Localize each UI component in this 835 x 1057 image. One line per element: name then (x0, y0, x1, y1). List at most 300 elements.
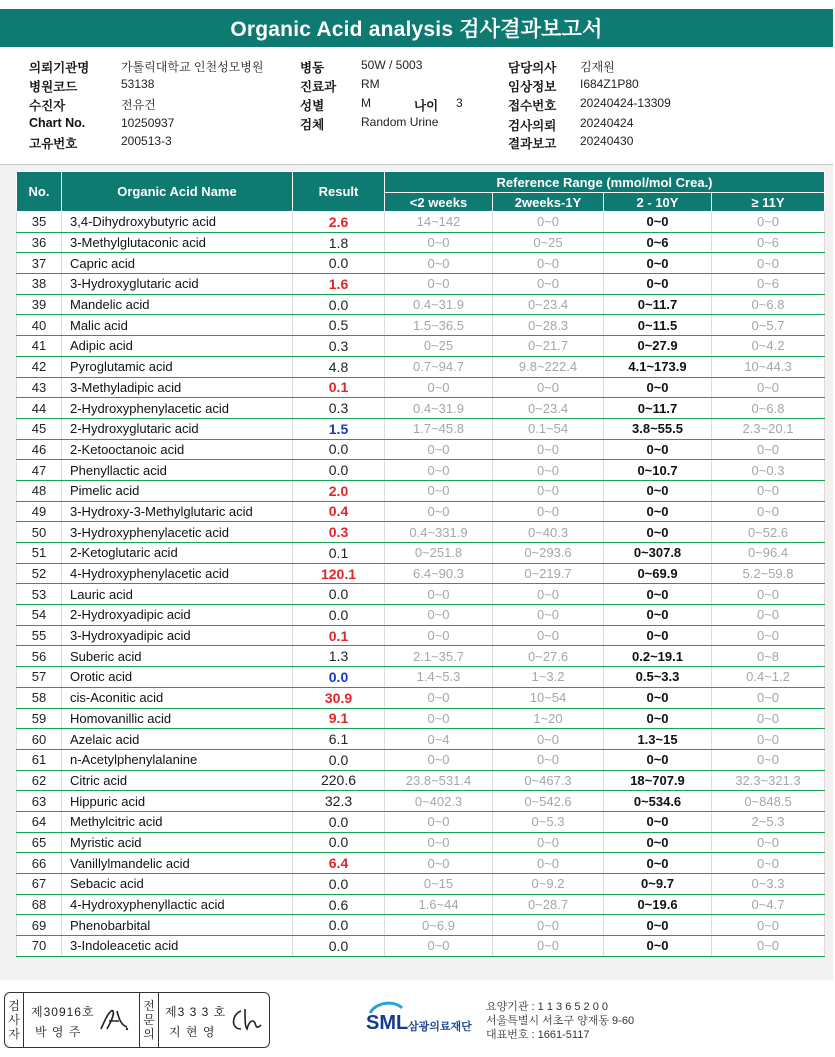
sml-logo-text: SML (366, 1012, 409, 1034)
organic-acid-name: 3-Methylglutaconic acid (62, 232, 293, 253)
result-value: 0.1 (293, 625, 385, 646)
reference-11y-plus: 0~4.2 (712, 336, 825, 357)
table-row (17, 356, 825, 377)
organic-acid-name: Adipic acid (62, 336, 293, 357)
reference-11y-plus: 0~4.7 (712, 894, 825, 915)
table-row (17, 439, 825, 460)
table-row (17, 294, 825, 315)
reference-2-10y: 4.1~173.9 (604, 356, 712, 377)
examiner-label: 검사자 (8, 999, 20, 1041)
organic-acid-name: Orotic acid (62, 667, 293, 688)
verifier-label: 전문의 (143, 999, 155, 1041)
reference-2weeks-1y: 0~0 (493, 853, 604, 874)
table-row (17, 336, 825, 357)
result-value: 6.4 (293, 853, 385, 874)
reference-2weeks-1y: 0~0 (493, 625, 604, 646)
reference-2-10y: 0~0 (604, 687, 712, 708)
reference-under-2-weeks: 0~0 (385, 274, 493, 295)
reference-2-10y: 0~0 (604, 274, 712, 295)
specimen-value: Random Urine (361, 115, 439, 129)
reference-2weeks-1y: 0~0 (493, 480, 604, 501)
result-value: 6.1 (293, 729, 385, 750)
reference-2weeks-1y: 0~0 (493, 274, 604, 295)
hospital-code-value: 53138 (121, 77, 155, 91)
row-number: 52 (17, 563, 62, 584)
row-number: 60 (17, 729, 62, 750)
receipt-no-value: 20240424-13309 (580, 96, 671, 110)
row-number: 51 (17, 543, 62, 564)
result-value: 0.6 (293, 894, 385, 915)
reference-under-2-weeks: 0~0 (385, 501, 493, 522)
reference-under-2-weeks: 1.5~36.5 (385, 315, 493, 336)
reference-11y-plus: 0~0 (712, 480, 825, 501)
reference-11y-plus: 0~6.8 (712, 398, 825, 419)
reference-under-2-weeks: 0~25 (385, 336, 493, 357)
reference-11y-plus: 32.3~321.3 (712, 770, 825, 791)
table-row (17, 853, 825, 874)
row-number: 67 (17, 874, 62, 895)
reference-2-10y: 0.2~19.1 (604, 646, 712, 667)
col-header-name: Organic Acid Name (62, 172, 293, 212)
phone: 대표번호 : 1661-5117 (486, 1029, 590, 1041)
reference-under-2-weeks: 1.7~45.8 (385, 418, 493, 439)
row-number: 39 (17, 294, 62, 315)
contact-info (486, 1000, 634, 1042)
reference-under-2-weeks: 0~0 (385, 605, 493, 626)
organic-acid-name: 3-Hydroxyadipic acid (62, 625, 293, 646)
reference-2-10y: 0~0 (604, 708, 712, 729)
sml-logo (366, 1000, 486, 1042)
organic-acid-name: Capric acid (62, 253, 293, 274)
result-value: 32.3 (293, 791, 385, 812)
reference-under-2-weeks: 1.6~44 (385, 894, 493, 915)
reference-11y-plus: 0~848.5 (712, 791, 825, 812)
reference-2-10y: 0~6 (604, 232, 712, 253)
clinical-info-value: I684Z1P80 (580, 77, 639, 91)
organic-acid-name: 2-Hydroxyphenylacetic acid (62, 398, 293, 419)
result-value: 30.9 (293, 687, 385, 708)
table-row (17, 501, 825, 522)
request-date-label: 검사의뢰 (508, 119, 557, 133)
result-value: 0.3 (293, 522, 385, 543)
reference-11y-plus: 0~0 (712, 584, 825, 605)
reference-under-2-weeks: 0.4~331.9 (385, 522, 493, 543)
reference-11y-plus: 0~96.4 (712, 543, 825, 564)
verifier-signature (227, 1005, 263, 1035)
specimen-label: 검체 (300, 118, 325, 132)
row-number: 38 (17, 274, 62, 295)
reference-2weeks-1y: 0~293.6 (493, 543, 604, 564)
row-number: 42 (17, 356, 62, 377)
reference-2-10y: 0~0 (604, 522, 712, 543)
organic-acid-name: 3-Methyladipic acid (62, 377, 293, 398)
col-header-11y-plus: ≥ 11Y (712, 193, 825, 212)
ward-value: 50W / 5003 (361, 58, 423, 72)
reference-2-10y: 0~27.9 (604, 336, 712, 357)
reference-2-10y: 0~0 (604, 439, 712, 460)
reference-2weeks-1y: 0~0 (493, 936, 604, 957)
reference-under-2-weeks: 0~0 (385, 749, 493, 770)
table-row (17, 729, 825, 750)
result-value: 4.8 (293, 356, 385, 377)
reference-11y-plus: 0~0 (712, 212, 825, 233)
table-row (17, 418, 825, 439)
department-value: RM (361, 77, 380, 91)
reference-11y-plus: 0~0.3 (712, 460, 825, 481)
reference-2-10y: 0~0 (604, 605, 712, 626)
col-header-no: No. (17, 172, 62, 212)
verifier-name: 지 현 영 (169, 1025, 216, 1039)
organic-acid-name: n-Acetylphenylalanine (62, 749, 293, 770)
organic-acid-name: 2-Hydroxyadipic acid (62, 605, 293, 626)
row-number: 69 (17, 915, 62, 936)
result-value: 0.3 (293, 398, 385, 419)
reference-2weeks-1y: 1~20 (493, 708, 604, 729)
result-value: 1.6 (293, 274, 385, 295)
reference-2-10y: 18~707.9 (604, 770, 712, 791)
table-row (17, 377, 825, 398)
reference-under-2-weeks: 0~0 (385, 708, 493, 729)
reference-2-10y: 0~9.7 (604, 874, 712, 895)
institution-value: 가톨릭대학교 인천성모병원 (121, 60, 264, 74)
reference-11y-plus: 0~6 (712, 274, 825, 295)
reference-2-10y: 0~0 (604, 832, 712, 853)
results-table-body (17, 212, 825, 957)
reference-2weeks-1y: 0~28.3 (493, 315, 604, 336)
row-number: 49 (17, 501, 62, 522)
result-value: 1.3 (293, 646, 385, 667)
row-number: 64 (17, 811, 62, 832)
reference-2weeks-1y: 0~25 (493, 232, 604, 253)
reference-2weeks-1y: 0~0 (493, 584, 604, 605)
reference-2-10y: 0~0 (604, 936, 712, 957)
reference-under-2-weeks: 0.7~94.7 (385, 356, 493, 377)
organic-acid-name: 4-Hydroxyphenyllactic acid (62, 894, 293, 915)
result-value: 2.0 (293, 480, 385, 501)
report-date-value: 20240430 (580, 134, 634, 148)
reference-11y-plus: 0~52.6 (712, 522, 825, 543)
result-value: 1.5 (293, 418, 385, 439)
reference-2-10y: 0~10.7 (604, 460, 712, 481)
organic-acid-name: Phenobarbital (62, 915, 293, 936)
unique-no-label: 고유번호 (29, 137, 78, 151)
examiner-signature (97, 1005, 131, 1035)
reference-2-10y: 3.8~55.5 (604, 418, 712, 439)
department-label: 진료과 (300, 80, 337, 94)
table-row (17, 212, 825, 233)
organic-acid-name: Myristic acid (62, 832, 293, 853)
table-row (17, 398, 825, 419)
col-header-result: Result (293, 172, 385, 212)
table-row (17, 667, 825, 688)
table-row (17, 936, 825, 957)
result-value: 0.0 (293, 439, 385, 460)
report-footer (0, 992, 835, 1057)
reference-11y-plus: 0~6 (712, 232, 825, 253)
row-number: 54 (17, 605, 62, 626)
table-row (17, 646, 825, 667)
result-value: 0.4 (293, 501, 385, 522)
chart-no-label: Chart No. (29, 116, 86, 130)
reference-11y-plus: 0~0 (712, 253, 825, 274)
reference-2weeks-1y: 0~0 (493, 501, 604, 522)
reference-11y-plus: 5.2~59.8 (712, 563, 825, 584)
reference-under-2-weeks: 0~0 (385, 480, 493, 501)
organic-acid-name: Homovanillic acid (62, 708, 293, 729)
result-value: 0.0 (293, 936, 385, 957)
table-row (17, 894, 825, 915)
row-number: 55 (17, 625, 62, 646)
reference-under-2-weeks: 0~0 (385, 811, 493, 832)
chart-no-value: 10250937 (121, 116, 175, 130)
result-value: 0.5 (293, 315, 385, 336)
col-header-2weeks-1y: 2weeks-1Y (493, 193, 604, 212)
reference-11y-plus: 10~44.3 (712, 356, 825, 377)
result-value: 2.6 (293, 212, 385, 233)
table-row (17, 232, 825, 253)
organic-acid-name: 4-Hydroxyphenylacetic acid (62, 563, 293, 584)
reference-under-2-weeks: 0~15 (385, 874, 493, 895)
examiner-name: 박 영 주 (35, 1025, 82, 1039)
row-number: 35 (17, 212, 62, 233)
table-row (17, 274, 825, 295)
result-value: 220.6 (293, 770, 385, 791)
organic-acid-name: Phenyllactic acid (62, 460, 293, 481)
sex-label: 성별 (300, 99, 325, 113)
row-number: 61 (17, 749, 62, 770)
row-number: 40 (17, 315, 62, 336)
care-institution-no: 요양기관 : 1 1 3 6 5 2 0 0 (486, 1001, 609, 1013)
reference-under-2-weeks: 0~0 (385, 377, 493, 398)
organic-acid-name: 2-Hydroxyglutaric acid (62, 418, 293, 439)
reference-under-2-weeks: 0~0 (385, 460, 493, 481)
result-value: 0.0 (293, 832, 385, 853)
institution-label: 의뢰기관명 (29, 61, 90, 75)
organic-acid-name: 2-Ketoglutaric acid (62, 543, 293, 564)
reference-11y-plus: 0~0 (712, 853, 825, 874)
reference-under-2-weeks: 2.1~35.7 (385, 646, 493, 667)
reference-under-2-weeks: 1.4~5.3 (385, 667, 493, 688)
row-number: 47 (17, 460, 62, 481)
result-value: 0.0 (293, 811, 385, 832)
reference-2weeks-1y: 0~0 (493, 253, 604, 274)
address: 서울특별시 서초구 양재동 9-60 (486, 1015, 635, 1027)
reference-2-10y: 0~0 (604, 625, 712, 646)
row-number: 57 (17, 667, 62, 688)
organic-acid-name: Lauric acid (62, 584, 293, 605)
organic-acid-name: Malic acid (62, 315, 293, 336)
organic-acid-name: Azelaic acid (62, 729, 293, 750)
reference-2weeks-1y: 0~0 (493, 749, 604, 770)
reference-2weeks-1y: 0~0 (493, 729, 604, 750)
age-value: 3 (456, 96, 463, 110)
reference-under-2-weeks: 0~0 (385, 253, 493, 274)
organic-acid-name: Vanillylmandelic acid (62, 853, 293, 874)
result-value: 0.0 (293, 584, 385, 605)
organic-acid-name: Mandelic acid (62, 294, 293, 315)
result-value: 9.1 (293, 708, 385, 729)
reference-2-10y: 0~0 (604, 253, 712, 274)
reference-11y-plus: 0~0 (712, 729, 825, 750)
verifier-vertical-label (139, 993, 159, 1047)
reference-2weeks-1y: 0~0 (493, 439, 604, 460)
reference-under-2-weeks: 0~0 (385, 936, 493, 957)
doctor-label: 담당의사 (508, 61, 557, 75)
reference-2weeks-1y: 0~9.2 (493, 874, 604, 895)
organic-acid-name: 3-Hydroxyphenylacetic acid (62, 522, 293, 543)
table-row (17, 749, 825, 770)
organic-acid-name: 3,4-Dihydroxybutyric acid (62, 212, 293, 233)
organic-acid-name: Citric acid (62, 770, 293, 791)
reference-2-10y: 0~0 (604, 584, 712, 605)
row-number: 37 (17, 253, 62, 274)
receipt-no-label: 접수번호 (508, 99, 557, 113)
table-row (17, 522, 825, 543)
row-number: 59 (17, 708, 62, 729)
result-value: 0.0 (293, 605, 385, 626)
reference-11y-plus: 0~5.7 (712, 315, 825, 336)
reference-under-2-weeks: 0~6.9 (385, 915, 493, 936)
reference-under-2-weeks: 0~0 (385, 625, 493, 646)
reference-2weeks-1y: 0~0 (493, 832, 604, 853)
reference-2-10y: 0~534.6 (604, 791, 712, 812)
doctor-value: 김재원 (580, 60, 615, 74)
reference-2-10y: 0.5~3.3 (604, 667, 712, 688)
organic-acid-name: 3-Hydroxyglutaric acid (62, 274, 293, 295)
reference-under-2-weeks: 6.4~90.3 (385, 563, 493, 584)
table-row (17, 543, 825, 564)
reference-11y-plus: 0~0 (712, 749, 825, 770)
organic-acid-name: Methylcitric acid (62, 811, 293, 832)
reference-11y-plus: 0~0 (712, 687, 825, 708)
reference-2-10y: 0~11.5 (604, 315, 712, 336)
reference-11y-plus: 0~0 (712, 501, 825, 522)
table-row (17, 874, 825, 895)
organic-acid-name: 2-Ketooctanoic acid (62, 439, 293, 460)
result-value: 0.0 (293, 253, 385, 274)
organic-acid-name: Hippuric acid (62, 791, 293, 812)
reference-2-10y: 0~0 (604, 853, 712, 874)
reference-2-10y: 0~69.9 (604, 563, 712, 584)
row-number: 70 (17, 936, 62, 957)
organization-name: 삼광의료재단 (408, 1021, 472, 1033)
table-row (17, 584, 825, 605)
reference-11y-plus: 0~6.8 (712, 294, 825, 315)
result-value: 0.0 (293, 915, 385, 936)
table-row (17, 315, 825, 336)
reference-2weeks-1y: 0~0 (493, 212, 604, 233)
sex-value: M (361, 96, 371, 110)
reference-under-2-weeks: 0~0 (385, 232, 493, 253)
patient-info-section (0, 52, 833, 165)
request-date-value: 20240424 (580, 116, 634, 130)
reference-2weeks-1y: 0~28.7 (493, 894, 604, 915)
reference-2-10y: 0~0 (604, 212, 712, 233)
organic-acid-name: 3-Hydroxy-3-Methylglutaric acid (62, 501, 293, 522)
results-section (0, 165, 833, 980)
reference-2weeks-1y: 0~23.4 (493, 294, 604, 315)
row-number: 66 (17, 853, 62, 874)
row-number: 36 (17, 232, 62, 253)
reference-under-2-weeks: 0~0 (385, 853, 493, 874)
reference-2-10y: 0~0 (604, 749, 712, 770)
row-number: 65 (17, 832, 62, 853)
reference-2weeks-1y: 0~5.3 (493, 811, 604, 832)
table-row (17, 563, 825, 584)
report-date-label: 결과보고 (508, 137, 557, 151)
reference-under-2-weeks: 23.8~531.4 (385, 770, 493, 791)
table-row (17, 811, 825, 832)
reference-under-2-weeks: 0~4 (385, 729, 493, 750)
examiner-license-no: 제30916호 (31, 1005, 95, 1019)
reference-11y-plus: 2.3~20.1 (712, 418, 825, 439)
reference-2weeks-1y: 0~27.6 (493, 646, 604, 667)
reference-2-10y: 0~0 (604, 811, 712, 832)
reference-2weeks-1y: 0~467.3 (493, 770, 604, 791)
table-row (17, 770, 825, 791)
reference-2-10y: 0~0 (604, 501, 712, 522)
result-value: 0.3 (293, 336, 385, 357)
reference-2weeks-1y: 0~40.3 (493, 522, 604, 543)
reference-2-10y: 0~307.8 (604, 543, 712, 564)
reference-2weeks-1y: 0~23.4 (493, 398, 604, 419)
result-value: 0.1 (293, 543, 385, 564)
age-label: 나이 (414, 99, 439, 113)
reference-11y-plus: 0~3.3 (712, 874, 825, 895)
reference-2-10y: 0~11.7 (604, 294, 712, 315)
row-number: 48 (17, 480, 62, 501)
col-header-2-10y: 2 - 10Y (604, 193, 712, 212)
table-row (17, 605, 825, 626)
reference-11y-plus: 0~0 (712, 625, 825, 646)
reference-11y-plus: 0.4~1.2 (712, 667, 825, 688)
reference-11y-plus: 0~0 (712, 708, 825, 729)
reference-2weeks-1y: 1~3.2 (493, 667, 604, 688)
reference-under-2-weeks: 0.4~31.9 (385, 398, 493, 419)
reference-2weeks-1y: 0~0 (493, 605, 604, 626)
recipient-label: 수진자 (29, 99, 66, 113)
reference-11y-plus: 0~0 (712, 377, 825, 398)
reference-2-10y: 0~11.7 (604, 398, 712, 419)
result-value: 0.0 (293, 460, 385, 481)
reference-2weeks-1y: 0~0 (493, 377, 604, 398)
result-value: 120.1 (293, 563, 385, 584)
reference-2-10y: 0~0 (604, 915, 712, 936)
table-row (17, 625, 825, 646)
reference-2weeks-1y: 9.8~222.4 (493, 356, 604, 377)
table-row (17, 791, 825, 812)
reference-under-2-weeks: 0~0 (385, 584, 493, 605)
organic-acid-name: Pimelic acid (62, 480, 293, 501)
col-header-under-2-weeks: <2 weeks (385, 193, 493, 212)
reference-11y-plus: 0~0 (712, 915, 825, 936)
row-number: 62 (17, 770, 62, 791)
reference-11y-plus: 0~8 (712, 646, 825, 667)
unique-no-value: 200513-3 (121, 134, 172, 148)
reference-2-10y: 0~0 (604, 480, 712, 501)
reference-under-2-weeks: 0~0 (385, 687, 493, 708)
result-value: 0.0 (293, 294, 385, 315)
reference-2weeks-1y: 10~54 (493, 687, 604, 708)
reference-11y-plus: 0~0 (712, 832, 825, 853)
reference-2weeks-1y: 0~219.7 (493, 563, 604, 584)
table-row (17, 708, 825, 729)
row-number: 50 (17, 522, 62, 543)
organic-acid-name: Suberic acid (62, 646, 293, 667)
examiner-vertical-label (5, 993, 24, 1047)
row-number: 56 (17, 646, 62, 667)
row-number: 43 (17, 377, 62, 398)
